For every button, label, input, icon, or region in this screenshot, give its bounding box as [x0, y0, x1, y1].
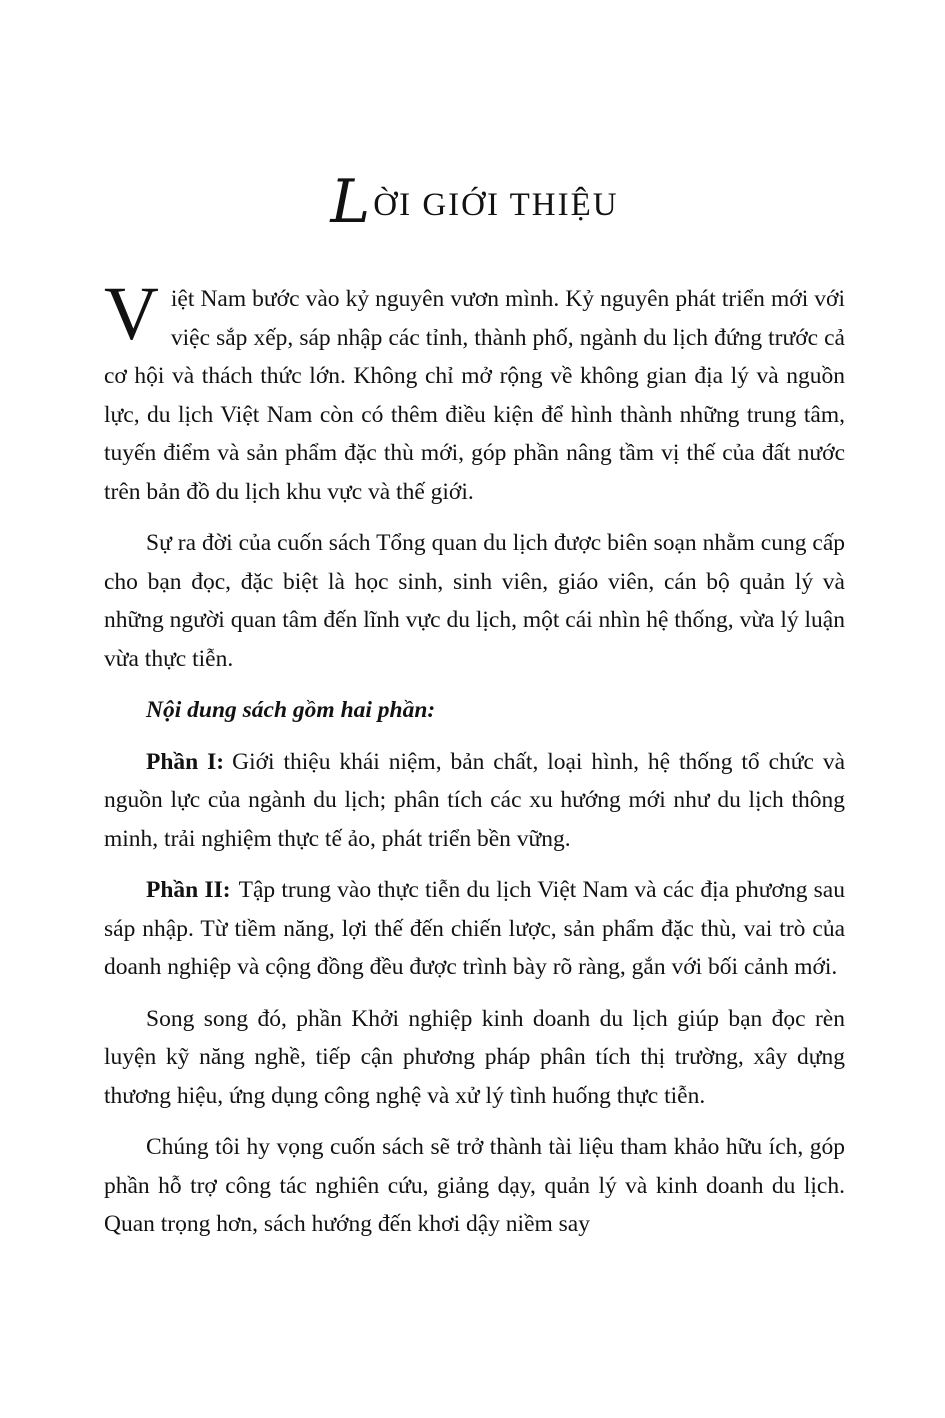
page-title [104, 167, 845, 237]
paragraph-lead-part-1: Phần I: [146, 748, 225, 775]
paragraph-book-purpose: Sự ra đời của cuốn sách Tổng quan du lịch được biên soạn nhằm cung cấp cho bạn đọc, đặc biệt là học sinh, sinh viên, giáo viên, cán bộ quản lý và những người quan tâm đến lĩnh vực du lịch, một cái nhìn hệ thống, vừa lý luận vừa thực tiễn. [104, 530, 845, 672]
paragraph-intro [104, 272, 845, 511]
paragraph-part-2 [104, 871, 845, 987]
paragraph-text: Tập trung vào thực tiễn du lịch Việt Nam và các địa phương sau sáp nhập. Từ tiềm năng, lợi thế đến chiến lược, sản phẩm đặc thù, vai trò của doanh nghiệp và cộng đồng đều được trình bày rõ ràng, gắn với bối cảnh mới. [104, 877, 845, 980]
paragraph-text: iệt Nam bước vào kỷ nguyên vươn mình. Kỷ nguyên phát triển mới với việc sắp xếp, sáp nhập các tỉnh, thành phố, ngành du lịch đứng trước cả cơ hội và thách thức lớn. Không chỉ mở rộng về không gian địa lý và nguồn lực, du lịch Việt Nam còn có thêm điều kiện để hình thành những trung tâm, tuyến điểm và sản phẩm đặc thù mới, góp phần nâng tầm vị thế của đất nước trên bản đồ du lịch khu vực và thế giới. [104, 286, 845, 505]
paragraph-closing: Chúng tôi hy vọng cuốn sách sẽ trở thành tài liệu tham khảo hữu ích, góp phần hỗ trợ công tác nghiên cứu, giảng dạy, quản lý và kinh doanh du lịch. Quan trọng hơn, sách hướng đến khơi dậy niềm say [104, 1134, 845, 1237]
paragraph-text: Giới thiệu khái niệm, bản chất, loại hình, hệ thống tổ chức và nguồn lực của ngành du lịch; phân tích các xu hướng mới như du lịch thông minh, trải nghiệm thực tế ảo, phát triển bền vững. [104, 748, 846, 852]
paragraph-part-1 [104, 743, 845, 859]
title-text: ỜI GIỚI THIỆU [373, 187, 619, 223]
section-heading-contents: Nội dung sách gồm hai phần: [146, 697, 436, 723]
title-initial-letter: L [330, 167, 371, 237]
paragraph-startup-section: Song song đó, phần Khởi nghiệp kinh doanh du lịch giúp bạn đọc rèn luyện kỹ năng nghề, tiếp cận phương pháp phân tích thị trường, xây dựng thương hiệu, ứng dụng công nghệ và xử lý tình huống thực tiễn. [104, 1005, 845, 1109]
dropcap-letter: V [104, 272, 159, 356]
paragraph-lead-part-2: Phần II: [146, 877, 231, 903]
